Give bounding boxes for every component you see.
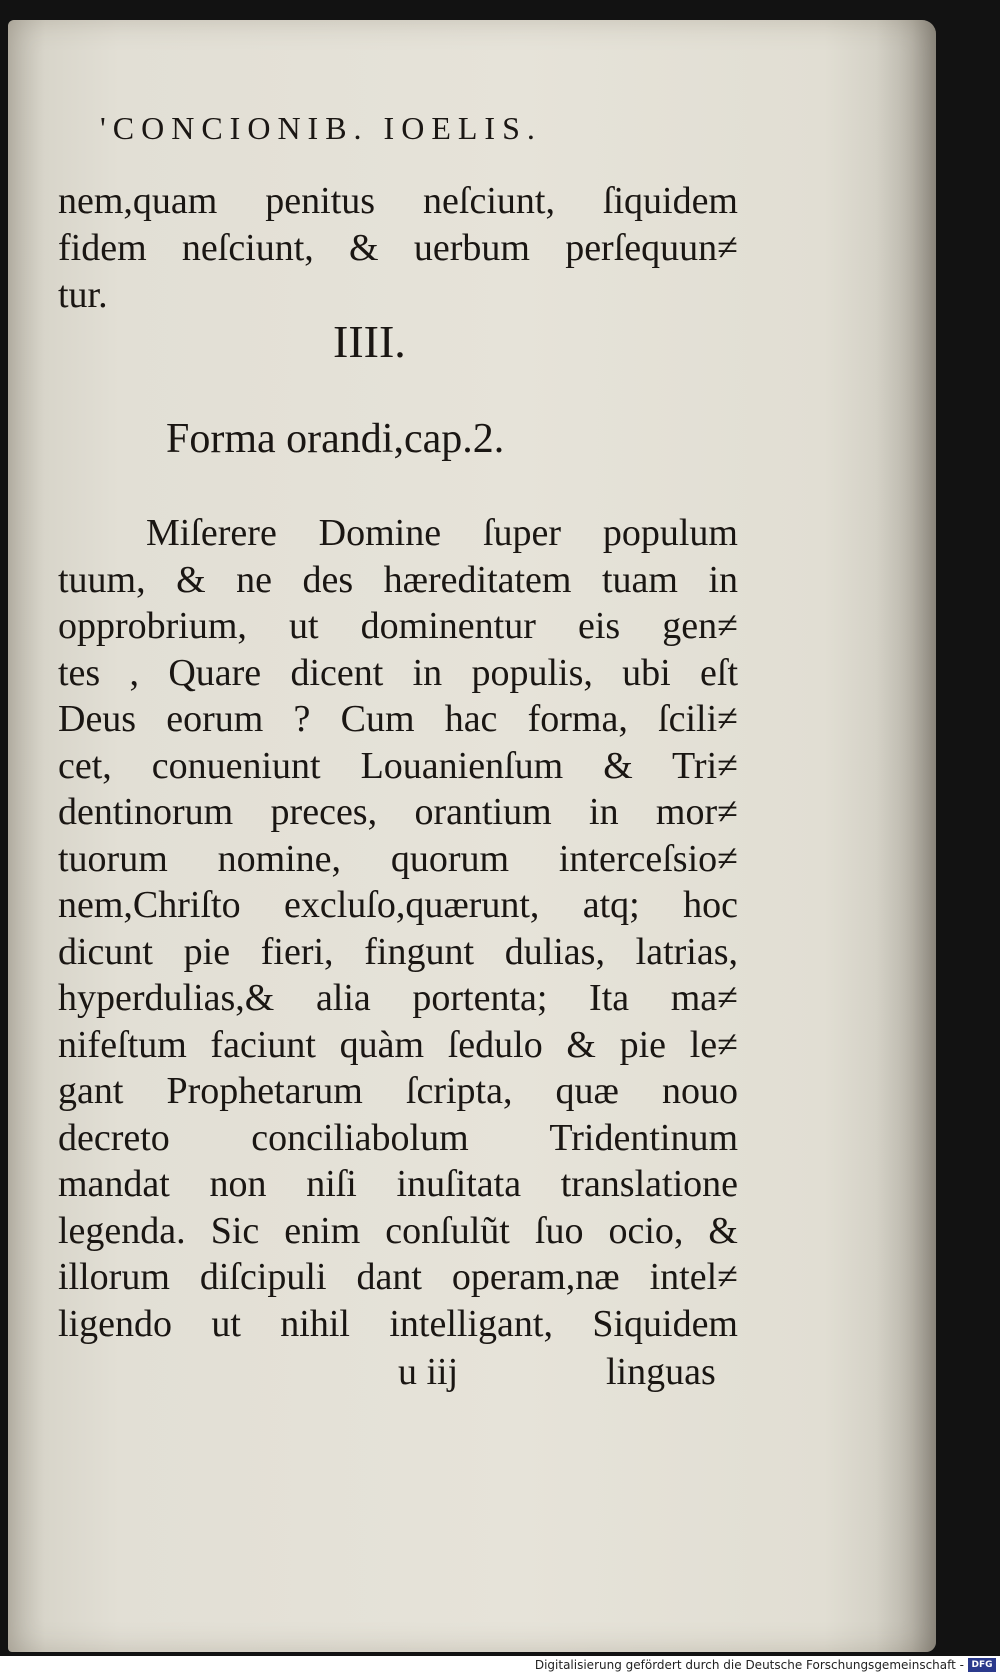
text-line: legenda. Sic enim conſulũt ſuo ocio, & (58, 1209, 738, 1252)
section-numeral: IIII. (333, 316, 406, 367)
section-heading: Forma orandi,cap.2. (166, 416, 505, 462)
gutter-shadow (876, 20, 936, 1652)
text-line: dicunt pie fieri, fingunt dulias, latrias, (58, 930, 738, 973)
text-line: ligendo ut nihil intelligant, Siquidem (58, 1302, 738, 1345)
text-line: nem,quam penitus neſciunt, ſiquidem (58, 180, 738, 222)
text-line: Deus eorum ? Cum hac forma, ſcili≠ (58, 698, 738, 740)
text-line: gant Prophetarum ſcripta, quæ nouo (58, 1070, 738, 1112)
catchword: linguas (606, 1351, 716, 1393)
text-line: tur. (58, 274, 108, 316)
signature-mark: u iij (398, 1351, 459, 1393)
text-line: decreto conciliabolum Tridentinum (58, 1116, 738, 1159)
text-line: Miſerere Domine ſuper populum (146, 512, 738, 554)
running-head: 'CONCIONIB. IOELIS. (100, 110, 542, 146)
text-line: tuum, & ne des hæreditatem tuam in (58, 558, 738, 601)
text-line: tes , Quare dicent in populis, ubi eſt (58, 651, 738, 694)
text-line: mandat non niſi inuſitata translatione (58, 1163, 738, 1205)
digitization-credit-bar (0, 1656, 1000, 1675)
prayer-text (58, 510, 738, 1347)
text-line: cet, conueniunt Louanienſum & Tri≠ (58, 744, 738, 787)
dfg-logo: DFG (968, 1658, 996, 1672)
text-line: nifeſtum faciunt quàm ſedulo & pie le≠ (58, 1023, 738, 1066)
text-line: tuorum nomine, quorum interceſsio≠ (58, 837, 738, 880)
book-page (8, 20, 936, 1652)
text-line: illorum diſcipuli dant operam,næ intel≠ (58, 1256, 738, 1298)
catchline (8, 1350, 1000, 1400)
text-line: fidem neſciunt, & uerbum perſequun≠ (58, 227, 738, 269)
continuation-text (58, 178, 738, 319)
text-line: opprobrium, ut dominentur eis gen≠ (58, 605, 738, 647)
text-line: dentinorum preces, orantium in mor≠ (58, 791, 738, 833)
digitization-credit: Digitalisierung gefördert durch die Deutsche Forschungsgemeinschaft - (534, 1658, 964, 1672)
text-line: nem,Chriſto excluſo,quærunt, atq; hoc (58, 884, 738, 926)
text-line: hyperdulias,& alia portenta; Ita ma≠ (58, 977, 738, 1019)
